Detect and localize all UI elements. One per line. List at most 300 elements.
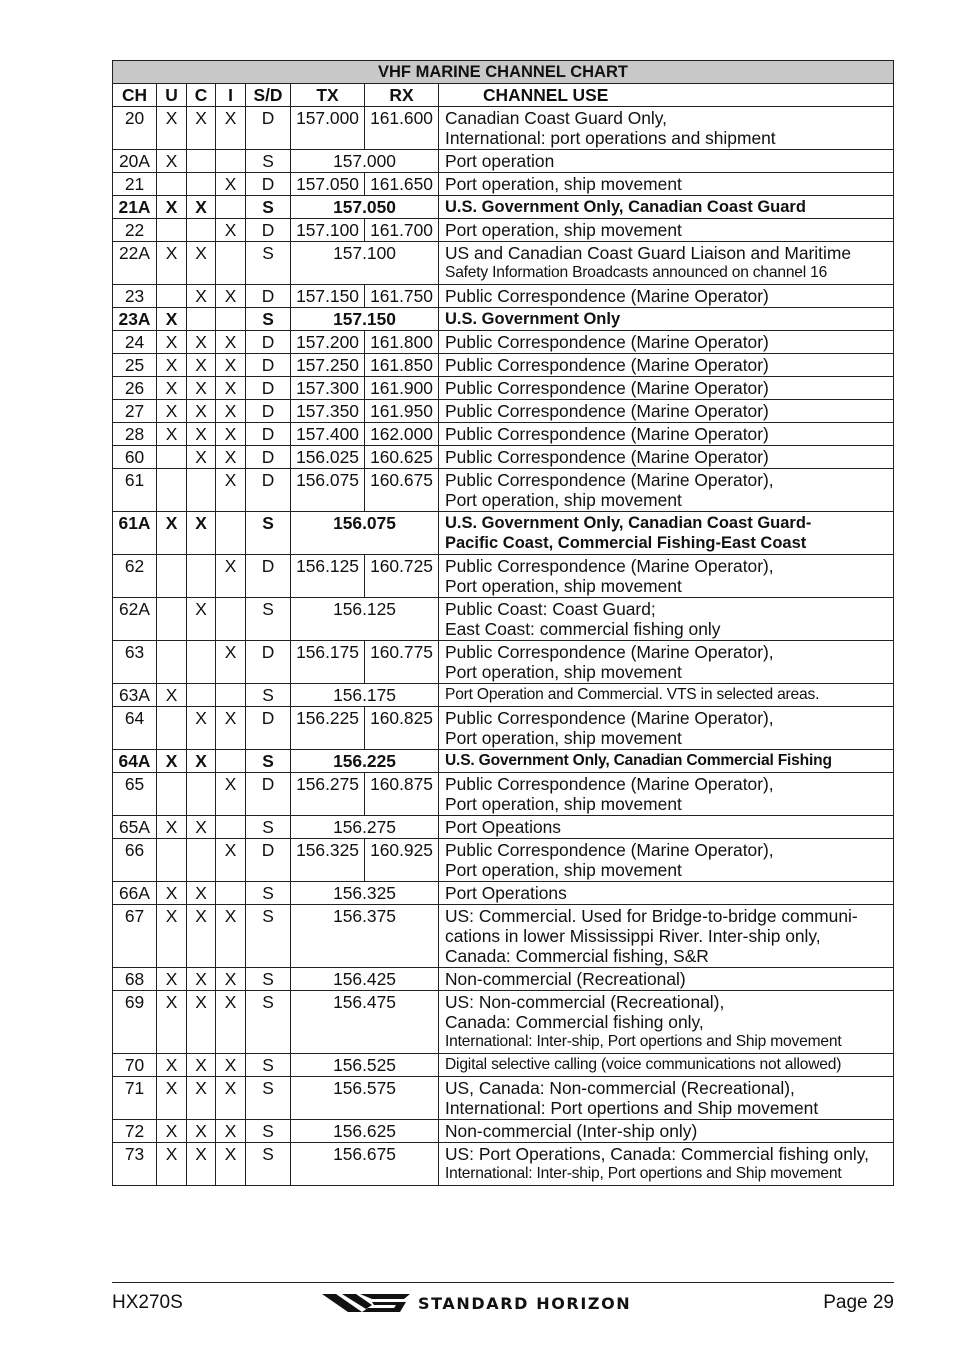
cell-rx: 161.600 (365, 107, 439, 150)
cell-frequency: 157.150 (291, 308, 439, 331)
cell-tx: 156.325 (291, 839, 365, 882)
cell-channel-use (439, 285, 894, 308)
cell-canada (187, 219, 216, 242)
cell-tx: 156.175 (291, 641, 365, 684)
cell-international (216, 598, 246, 641)
cell-simplex-duplex: S (246, 150, 291, 173)
cell-international (216, 816, 246, 839)
channel-use-line: Public Correspondence (Marine Operator), (445, 470, 774, 490)
cell-us (157, 446, 187, 469)
brand-logo (322, 1288, 631, 1318)
cell-us: X (157, 991, 187, 1054)
cell-frequency: 156.675 (291, 1143, 439, 1186)
cell-channel-use (439, 684, 894, 707)
header-rx: RX (365, 84, 439, 107)
cell-canada (187, 308, 216, 331)
cell-canada (187, 684, 216, 707)
cell-channel: 66 (113, 839, 157, 882)
channel-use-line: Non-commercial (Recreational) (445, 969, 686, 989)
cell-channel: 21 (113, 173, 157, 196)
cell-international: X (216, 905, 246, 968)
cell-international: X (216, 773, 246, 816)
header-u: U (157, 84, 187, 107)
cell-international (216, 308, 246, 331)
cell-simplex-duplex: S (246, 684, 291, 707)
table-row (113, 773, 894, 816)
cell-channel-use (439, 991, 894, 1054)
cell-canada: X (187, 1143, 216, 1186)
channel-use-line: Public Correspondence (Marine Operator) (445, 286, 769, 306)
cell-simplex-duplex: D (246, 107, 291, 150)
cell-us: X (157, 684, 187, 707)
table-row (113, 331, 894, 354)
cell-international: X (216, 285, 246, 308)
header-ch: CH (113, 84, 157, 107)
brand-name: STANDARD HORIZON (418, 1293, 632, 1313)
cell-simplex-duplex: S (246, 968, 291, 991)
cell-channel: 28 (113, 423, 157, 446)
cell-tx: 157.350 (291, 400, 365, 423)
channel-use-line: Port operation, ship movement (445, 174, 682, 194)
cell-rx: 161.900 (365, 377, 439, 400)
cell-channel: 72 (113, 1120, 157, 1143)
channel-use-line: U.S. Government Only, Canadian Coast Guard (445, 198, 806, 216)
cell-international (216, 684, 246, 707)
cell-us: X (157, 423, 187, 446)
cell-tx: 157.300 (291, 377, 365, 400)
cell-rx: 161.800 (365, 331, 439, 354)
cell-channel-use (439, 1120, 894, 1143)
cell-canada: X (187, 331, 216, 354)
cell-rx: 160.625 (365, 446, 439, 469)
cell-tx: 156.125 (291, 555, 365, 598)
cell-canada (187, 773, 216, 816)
cell-frequency: 156.225 (291, 750, 439, 773)
channel-use-line: International: port operations and shipment (445, 128, 776, 148)
channel-use-line: Canada: Commercial fishing only, (445, 1012, 704, 1032)
channel-use-line: Public Correspondence (Marine Operator), (445, 556, 774, 576)
cell-simplex-duplex: S (246, 512, 291, 555)
table-row (113, 1143, 894, 1186)
table-row (113, 150, 894, 173)
channel-use-line: US and Canadian Coast Guard Liaison and Maritime (445, 243, 852, 263)
cell-canada: X (187, 377, 216, 400)
table-row (113, 816, 894, 839)
cell-frequency: 156.325 (291, 882, 439, 905)
cell-simplex-duplex: D (246, 354, 291, 377)
cell-channel: 64A (113, 750, 157, 773)
cell-channel-use (439, 555, 894, 598)
cell-canada: X (187, 285, 216, 308)
cell-international (216, 196, 246, 219)
cell-channel: 23A (113, 308, 157, 331)
cell-channel-use (439, 1077, 894, 1120)
cell-international: X (216, 173, 246, 196)
cell-canada: X (187, 1054, 216, 1077)
cell-us (157, 839, 187, 882)
cell-simplex-duplex: S (246, 242, 291, 285)
cell-us: X (157, 354, 187, 377)
channel-use-line: Non-commercial (Inter-ship only) (445, 1121, 698, 1141)
cell-international: X (216, 991, 246, 1054)
chart-title: VHF MARINE CHANNEL CHART (113, 61, 894, 84)
cell-channel: 22A (113, 242, 157, 285)
cell-simplex-duplex: D (246, 446, 291, 469)
cell-us: X (157, 107, 187, 150)
channel-use-line: Public Correspondence (Marine Operator) (445, 355, 769, 375)
footer-divider (112, 1282, 894, 1283)
cell-us: X (157, 196, 187, 219)
cell-us: X (157, 377, 187, 400)
cell-international: X (216, 354, 246, 377)
channel-use-line: Port Opeations (445, 817, 562, 837)
cell-channel-use (439, 219, 894, 242)
table-row (113, 107, 894, 150)
cell-simplex-duplex: D (246, 839, 291, 882)
cell-channel-use (439, 707, 894, 750)
cell-canada: X (187, 196, 216, 219)
channel-use-line: Public Correspondence (Marine Operator) (445, 424, 769, 444)
cell-us (157, 707, 187, 750)
cell-us: X (157, 400, 187, 423)
cell-international: X (216, 377, 246, 400)
channel-use-line: Port operation (445, 151, 555, 171)
cell-us: X (157, 1077, 187, 1120)
page-number: Page 29 (823, 1292, 894, 1313)
channel-use-line: Port operation, ship movement (445, 860, 682, 880)
cell-international: X (216, 400, 246, 423)
cell-us: X (157, 150, 187, 173)
cell-channel-use (439, 308, 894, 331)
cell-channel-use (439, 598, 894, 641)
cell-simplex-duplex: D (246, 331, 291, 354)
cell-channel-use (439, 882, 894, 905)
cell-channel-use (439, 446, 894, 469)
cell-channel: 61 (113, 469, 157, 512)
table-row (113, 242, 894, 285)
cell-us: X (157, 1120, 187, 1143)
cell-frequency: 156.075 (291, 512, 439, 555)
channel-use-line: Port operation, ship movement (445, 576, 682, 596)
cell-channel-use (439, 377, 894, 400)
cell-international: X (216, 1054, 246, 1077)
cell-rx: 162.000 (365, 423, 439, 446)
cell-international: X (216, 641, 246, 684)
cell-rx: 161.650 (365, 173, 439, 196)
cell-us: X (157, 331, 187, 354)
channel-use-line: Port operation, ship movement (445, 490, 682, 510)
cell-channel-use (439, 354, 894, 377)
table-row (113, 555, 894, 598)
cell-us (157, 641, 187, 684)
cell-us: X (157, 750, 187, 773)
channel-use-line: Pacific Coast, Commercial Fishing-East Coast (445, 534, 807, 552)
cell-canada: X (187, 512, 216, 555)
cell-channel: 69 (113, 991, 157, 1054)
channel-use-line: Port operation, ship movement (445, 220, 682, 240)
cell-us (157, 555, 187, 598)
cell-simplex-duplex: S (246, 1143, 291, 1186)
cell-us: X (157, 882, 187, 905)
chart-body (113, 107, 894, 1186)
table-row (113, 446, 894, 469)
cell-international: X (216, 707, 246, 750)
cell-canada: X (187, 107, 216, 150)
cell-canada (187, 641, 216, 684)
cell-frequency: 157.100 (291, 242, 439, 285)
cell-simplex-duplex: D (246, 469, 291, 512)
cell-rx: 161.850 (365, 354, 439, 377)
cell-channel: 73 (113, 1143, 157, 1186)
channel-use-line: U.S. Government Only, Canadian Coast Guard- (445, 514, 812, 532)
cell-us (157, 219, 187, 242)
table-row (113, 968, 894, 991)
cell-tx: 156.225 (291, 707, 365, 750)
channel-use-line: Port operation, ship movement (445, 728, 682, 748)
header-tx: TX (291, 84, 365, 107)
table-row (113, 839, 894, 882)
cell-channel-use (439, 469, 894, 512)
cell-us: X (157, 242, 187, 285)
cell-simplex-duplex: S (246, 598, 291, 641)
cell-international (216, 512, 246, 555)
cell-international: X (216, 1120, 246, 1143)
channel-use-line: US: Port Operations, Canada: Commercial fishing only, (445, 1144, 869, 1164)
cell-frequency: 157.000 (291, 150, 439, 173)
cell-tx: 157.050 (291, 173, 365, 196)
cell-simplex-duplex: D (246, 773, 291, 816)
cell-canada: X (187, 968, 216, 991)
table-row (113, 400, 894, 423)
channel-use-line: US: Commercial. Used for Bridge-to-bridge communi- (445, 906, 858, 926)
cell-simplex-duplex: D (246, 173, 291, 196)
table-row (113, 750, 894, 773)
cell-channel: 63 (113, 641, 157, 684)
cell-channel-use (439, 423, 894, 446)
channel-use-line: Public Correspondence (Marine Operator) (445, 332, 769, 352)
cell-channel: 66A (113, 882, 157, 905)
cell-frequency: 156.525 (291, 1054, 439, 1077)
table-row (113, 882, 894, 905)
cell-canada (187, 469, 216, 512)
cell-canada (187, 555, 216, 598)
cell-us (157, 773, 187, 816)
cell-channel-use (439, 400, 894, 423)
cell-channel-use (439, 905, 894, 968)
cell-rx: 160.675 (365, 469, 439, 512)
table-row (113, 598, 894, 641)
cell-channel: 64 (113, 707, 157, 750)
cell-us: X (157, 308, 187, 331)
channel-use-line: Canada: Commercial fishing, S&R (445, 946, 709, 966)
cell-international: X (216, 331, 246, 354)
cell-frequency: 156.125 (291, 598, 439, 641)
header-channel-use: CHANNEL USE (439, 84, 894, 107)
cell-international (216, 750, 246, 773)
cell-international: X (216, 219, 246, 242)
cell-simplex-duplex: S (246, 750, 291, 773)
cell-channel: 65A (113, 816, 157, 839)
channel-use-line: Safety Information Broadcasts announced on channel 16 (445, 264, 828, 281)
cell-simplex-duplex: S (246, 308, 291, 331)
cell-channel: 61A (113, 512, 157, 555)
cell-frequency: 157.050 (291, 196, 439, 219)
cell-tx: 157.400 (291, 423, 365, 446)
channel-use-line: Public Correspondence (Marine Operator), (445, 642, 774, 662)
cell-canada: X (187, 423, 216, 446)
cell-simplex-duplex: D (246, 555, 291, 598)
channel-use-line: Port operation, ship movement (445, 794, 682, 814)
cell-channel-use (439, 150, 894, 173)
channel-use-line: International: Inter-ship, Port opertions and Ship movement (445, 1165, 842, 1182)
cell-channel: 22 (113, 219, 157, 242)
cell-us (157, 598, 187, 641)
table-row (113, 285, 894, 308)
cell-tx: 156.075 (291, 469, 365, 512)
cell-frequency: 156.425 (291, 968, 439, 991)
cell-channel: 71 (113, 1077, 157, 1120)
cell-channel: 65 (113, 773, 157, 816)
cell-simplex-duplex: S (246, 1054, 291, 1077)
cell-channel-use (439, 750, 894, 773)
cell-rx: 161.950 (365, 400, 439, 423)
cell-tx: 157.200 (291, 331, 365, 354)
channel-use-line: Port operation, ship movement (445, 662, 682, 682)
cell-international (216, 882, 246, 905)
cell-channel-use (439, 773, 894, 816)
cell-canada: X (187, 1120, 216, 1143)
cell-simplex-duplex: D (246, 377, 291, 400)
cell-simplex-duplex: S (246, 882, 291, 905)
channel-use-line: Public Correspondence (Marine Operator) (445, 401, 769, 421)
cell-us: X (157, 968, 187, 991)
cell-simplex-duplex: S (246, 816, 291, 839)
cell-simplex-duplex: D (246, 285, 291, 308)
cell-canada: X (187, 707, 216, 750)
model-name: HX270S (112, 1292, 183, 1313)
cell-simplex-duplex: S (246, 196, 291, 219)
table-row (113, 354, 894, 377)
table-row (113, 1054, 894, 1077)
standard-horizon-logo-icon (322, 1290, 410, 1316)
cell-channel: 62 (113, 555, 157, 598)
table-row (113, 469, 894, 512)
cell-international: X (216, 469, 246, 512)
cell-channel-use (439, 968, 894, 991)
cell-canada (187, 173, 216, 196)
cell-frequency: 156.625 (291, 1120, 439, 1143)
cell-channel-use (439, 242, 894, 285)
table-row (113, 423, 894, 446)
cell-frequency: 156.175 (291, 684, 439, 707)
cell-frequency: 156.275 (291, 816, 439, 839)
cell-channel: 23 (113, 285, 157, 308)
cell-channel-use (439, 331, 894, 354)
cell-canada (187, 150, 216, 173)
cell-us: X (157, 1054, 187, 1077)
cell-canada (187, 839, 216, 882)
cell-frequency: 156.575 (291, 1077, 439, 1120)
channel-use-line: Canadian Coast Guard Only, (445, 108, 668, 128)
cell-tx: 156.025 (291, 446, 365, 469)
cell-channel: 21A (113, 196, 157, 219)
table-row (113, 991, 894, 1054)
cell-international: X (216, 1143, 246, 1186)
cell-channel: 67 (113, 905, 157, 968)
table-row (113, 684, 894, 707)
cell-simplex-duplex: S (246, 1077, 291, 1120)
channel-use-line: U.S. Government Only (445, 310, 621, 328)
channel-use-line: cations in lower Mississippi River. Inter-ship only, (445, 926, 821, 946)
header-i: I (216, 84, 246, 107)
cell-tx: 157.250 (291, 354, 365, 377)
cell-simplex-duplex: S (246, 1120, 291, 1143)
cell-tx: 156.275 (291, 773, 365, 816)
cell-canada: X (187, 750, 216, 773)
cell-us (157, 285, 187, 308)
cell-tx: 157.100 (291, 219, 365, 242)
cell-simplex-duplex: S (246, 905, 291, 968)
cell-frequency: 156.475 (291, 991, 439, 1054)
cell-international: X (216, 555, 246, 598)
cell-tx: 157.000 (291, 107, 365, 150)
cell-rx: 161.750 (365, 285, 439, 308)
cell-frequency: 156.375 (291, 905, 439, 968)
channel-use-line: US: Non-commercial (Recreational), (445, 992, 725, 1012)
cell-international: X (216, 446, 246, 469)
cell-simplex-duplex: D (246, 423, 291, 446)
header-sd: S/D (246, 84, 291, 107)
cell-international: X (216, 968, 246, 991)
cell-rx: 160.775 (365, 641, 439, 684)
cell-channel: 60 (113, 446, 157, 469)
channel-use-line: Public Correspondence (Marine Operator), (445, 774, 774, 794)
cell-channel-use (439, 196, 894, 219)
cell-us (157, 173, 187, 196)
cell-channel: 20 (113, 107, 157, 150)
cell-international: X (216, 107, 246, 150)
cell-channel: 68 (113, 968, 157, 991)
table-row (113, 641, 894, 684)
channel-use-line: Public Correspondence (Marine Operator), (445, 840, 774, 860)
cell-channel: 26 (113, 377, 157, 400)
cell-channel: 24 (113, 331, 157, 354)
cell-canada: X (187, 598, 216, 641)
channel-use-line: International: Inter-ship, Port opertions and Ship movement (445, 1033, 842, 1050)
cell-channel: 70 (113, 1054, 157, 1077)
channel-use-line: Port Operation and Commercial. VTS in selected areas. (445, 686, 820, 703)
table-row (113, 512, 894, 555)
table-row (113, 173, 894, 196)
cell-us: X (157, 905, 187, 968)
cell-channel-use (439, 641, 894, 684)
cell-simplex-duplex: S (246, 991, 291, 1054)
header-c: C (187, 84, 216, 107)
cell-simplex-duplex: D (246, 400, 291, 423)
cell-canada: X (187, 905, 216, 968)
channel-use-line: Public Correspondence (Marine Operator), (445, 708, 774, 728)
cell-canada: X (187, 400, 216, 423)
column-headers (113, 84, 894, 107)
channel-use-line: Public Correspondence (Marine Operator) (445, 447, 769, 467)
cell-simplex-duplex: D (246, 641, 291, 684)
cell-canada: X (187, 354, 216, 377)
cell-channel: 63A (113, 684, 157, 707)
cell-canada: X (187, 1077, 216, 1120)
channel-use-line: Public Coast: Coast Guard; (445, 599, 656, 619)
cell-channel-use (439, 1143, 894, 1186)
cell-channel: 27 (113, 400, 157, 423)
